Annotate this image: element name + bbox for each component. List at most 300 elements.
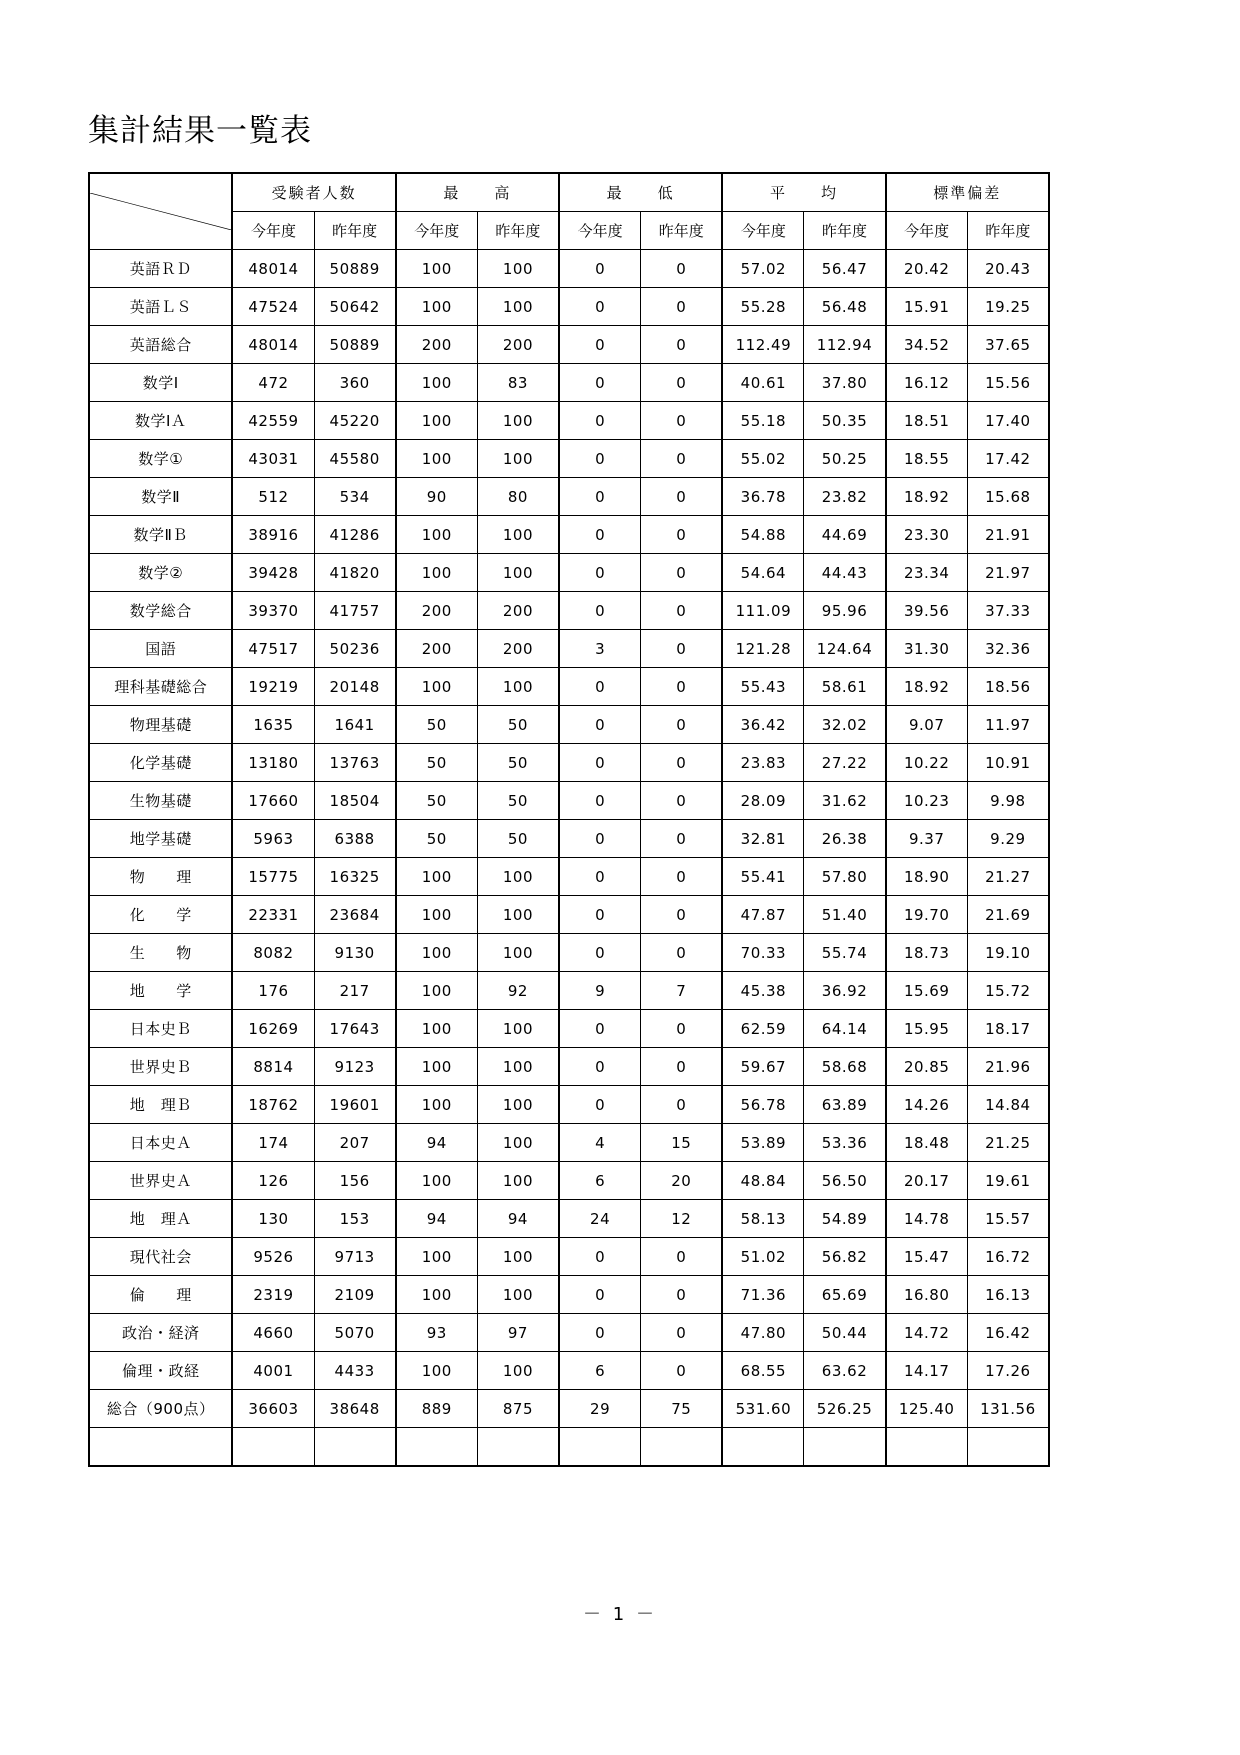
table-cell: 531.60 xyxy=(722,1390,804,1428)
table-cell: 36603 xyxy=(232,1390,314,1428)
table-cell: 9 xyxy=(559,972,641,1010)
row-label: 国語 xyxy=(89,630,232,668)
table-cell: 0 xyxy=(641,934,723,972)
row-label: 政治・経済 xyxy=(89,1314,232,1352)
table-cell: 94 xyxy=(396,1200,478,1238)
sub-header-examinees-this-year: 今年度 xyxy=(232,212,314,250)
row-label: 地 学 xyxy=(89,972,232,1010)
table-cell: 26.38 xyxy=(804,820,886,858)
table-cell: 48014 xyxy=(232,326,314,364)
table-cell: 21.69 xyxy=(967,896,1049,934)
table-row xyxy=(89,1124,1049,1162)
table-cell: 100 xyxy=(396,858,478,896)
table-cell: 18.51 xyxy=(886,402,968,440)
row-label: 現代社会 xyxy=(89,1238,232,1276)
row-label: 英語ＲＤ xyxy=(89,250,232,288)
table-cell: 4001 xyxy=(232,1352,314,1390)
table-cell: 217 xyxy=(314,972,396,1010)
table-row xyxy=(89,1162,1049,1200)
table-cell: 55.74 xyxy=(804,934,886,972)
table-cell: 4660 xyxy=(232,1314,314,1352)
table-cell: 111.09 xyxy=(722,592,804,630)
table-cell: 11.97 xyxy=(967,706,1049,744)
table-cell: 12 xyxy=(641,1200,723,1238)
group-header-stddev: 標準偏差 xyxy=(886,173,1049,212)
row-label: 総合（900点） xyxy=(89,1390,232,1428)
table-cell: 18.48 xyxy=(886,1124,968,1162)
table-cell: 0 xyxy=(641,744,723,782)
table-cell: 0 xyxy=(559,440,641,478)
table-cell: 54.89 xyxy=(804,1200,886,1238)
table-cell: 15.69 xyxy=(886,972,968,1010)
table-cell: 0 xyxy=(641,288,723,326)
table-cell: 100 xyxy=(477,440,559,478)
table-cell xyxy=(232,1428,314,1467)
table-row xyxy=(89,782,1049,820)
table-cell: 0 xyxy=(641,1086,723,1124)
table-cell: 56.48 xyxy=(804,288,886,326)
table-cell: 100 xyxy=(396,1162,478,1200)
table-body xyxy=(89,250,1049,1467)
table-cell: 58.68 xyxy=(804,1048,886,1086)
table-cell: 17.26 xyxy=(967,1352,1049,1390)
table-cell: 100 xyxy=(396,364,478,402)
group-header-average: 平 均 xyxy=(722,173,885,212)
table-cell: 9123 xyxy=(314,1048,396,1086)
table-cell: 21.91 xyxy=(967,516,1049,554)
table-cell: 13763 xyxy=(314,744,396,782)
table-group-header-row xyxy=(89,173,1049,212)
table-cell: 0 xyxy=(559,744,641,782)
table-cell: 32.81 xyxy=(722,820,804,858)
table-cell: 47524 xyxy=(232,288,314,326)
table-row xyxy=(89,326,1049,364)
table-cell xyxy=(641,1428,723,1467)
table-cell: 18762 xyxy=(232,1086,314,1124)
table-cell: 28.09 xyxy=(722,782,804,820)
table-cell: 100 xyxy=(477,668,559,706)
table-cell: 100 xyxy=(477,554,559,592)
sub-header-examinees-last-year: 昨年度 xyxy=(314,212,396,250)
table-cell: 16.42 xyxy=(967,1314,1049,1352)
table-cell: 37.33 xyxy=(967,592,1049,630)
table-cell: 121.28 xyxy=(722,630,804,668)
row-label: 倫理・政経 xyxy=(89,1352,232,1390)
row-label: 地 理Ｂ xyxy=(89,1086,232,1124)
table-cell: 41286 xyxy=(314,516,396,554)
table-cell: 0 xyxy=(641,402,723,440)
table-cell: 0 xyxy=(641,516,723,554)
table-cell: 14.26 xyxy=(886,1086,968,1124)
table-cell: 5963 xyxy=(232,820,314,858)
table-cell: 6 xyxy=(559,1162,641,1200)
table-cell: 100 xyxy=(477,1086,559,1124)
table-cell: 38916 xyxy=(232,516,314,554)
table-cell: 6388 xyxy=(314,820,396,858)
table-cell: 14.17 xyxy=(886,1352,968,1390)
table-cell: 31.30 xyxy=(886,630,968,668)
table-cell: 47517 xyxy=(232,630,314,668)
sub-header-min-last-year: 昨年度 xyxy=(641,212,723,250)
row-label: 物 理 xyxy=(89,858,232,896)
table-cell: 55.41 xyxy=(722,858,804,896)
table-cell: 0 xyxy=(641,1276,723,1314)
table-cell: 41820 xyxy=(314,554,396,592)
table-cell: 0 xyxy=(641,1352,723,1390)
table-cell: 20.43 xyxy=(967,250,1049,288)
table-cell: 100 xyxy=(396,972,478,1010)
table-cell: 31.62 xyxy=(804,782,886,820)
table-cell: 16.72 xyxy=(967,1238,1049,1276)
table-cell: 54.64 xyxy=(722,554,804,592)
table-cell: 0 xyxy=(559,554,641,592)
table-cell: 24 xyxy=(559,1200,641,1238)
table-cell: 534 xyxy=(314,478,396,516)
table-row xyxy=(89,1238,1049,1276)
table-cell: 130 xyxy=(232,1200,314,1238)
table-cell: 36.92 xyxy=(804,972,886,1010)
table-cell: 29 xyxy=(559,1390,641,1428)
table-cell: 27.22 xyxy=(804,744,886,782)
table-cell xyxy=(314,1428,396,1467)
row-label: 数学Ⅱ xyxy=(89,478,232,516)
table-cell: 58.61 xyxy=(804,668,886,706)
table-cell: 9.37 xyxy=(886,820,968,858)
table-cell: 0 xyxy=(559,858,641,896)
table-cell: 7 xyxy=(641,972,723,1010)
table-cell: 47.87 xyxy=(722,896,804,934)
table-cell: 100 xyxy=(477,1276,559,1314)
table-cell: 131.56 xyxy=(967,1390,1049,1428)
table-cell: 18.73 xyxy=(886,934,968,972)
table-cell: 200 xyxy=(477,592,559,630)
table-cell: 50 xyxy=(477,782,559,820)
table-cell: 0 xyxy=(559,782,641,820)
row-label: 数学Ⅰ xyxy=(89,364,232,402)
table-cell: 6 xyxy=(559,1352,641,1390)
row-label: 地学基礎 xyxy=(89,820,232,858)
table-cell: 0 xyxy=(641,1314,723,1352)
table-cell: 0 xyxy=(559,364,641,402)
table-row xyxy=(89,1200,1049,1238)
table-cell: 21.97 xyxy=(967,554,1049,592)
table-cell: 472 xyxy=(232,364,314,402)
row-label: 数学総合 xyxy=(89,592,232,630)
table-cell: 100 xyxy=(396,1276,478,1314)
table-cell: 32.02 xyxy=(804,706,886,744)
table-cell: 18.92 xyxy=(886,668,968,706)
table-cell: 100 xyxy=(477,402,559,440)
table-cell: 15.91 xyxy=(886,288,968,326)
table-row xyxy=(89,896,1049,934)
table-cell: 0 xyxy=(559,478,641,516)
table-cell: 45580 xyxy=(314,440,396,478)
table-cell: 64.14 xyxy=(804,1010,886,1048)
table-cell: 63.62 xyxy=(804,1352,886,1390)
table-cell: 42559 xyxy=(232,402,314,440)
table-cell: 0 xyxy=(559,326,641,364)
table-row xyxy=(89,1428,1049,1467)
table-cell: 100 xyxy=(396,554,478,592)
table-cell xyxy=(804,1428,886,1467)
table-cell: 50 xyxy=(396,782,478,820)
table-cell: 56.78 xyxy=(722,1086,804,1124)
table-cell: 0 xyxy=(641,1010,723,1048)
table-cell: 23.82 xyxy=(804,478,886,516)
table-cell: 50 xyxy=(396,744,478,782)
table-cell: 51.02 xyxy=(722,1238,804,1276)
table-cell xyxy=(477,1428,559,1467)
table-cell: 100 xyxy=(477,1010,559,1048)
table-cell: 48.84 xyxy=(722,1162,804,1200)
table-cell: 55.18 xyxy=(722,402,804,440)
row-label: 世界史Ａ xyxy=(89,1162,232,1200)
table-cell: 0 xyxy=(559,516,641,554)
table-cell: 80 xyxy=(477,478,559,516)
table-cell: 15 xyxy=(641,1124,723,1162)
table-cell: 21.96 xyxy=(967,1048,1049,1086)
table-cell: 200 xyxy=(477,630,559,668)
table-cell: 0 xyxy=(641,896,723,934)
row-label: 化 学 xyxy=(89,896,232,934)
table-cell: 176 xyxy=(232,972,314,1010)
table-cell: 200 xyxy=(396,326,478,364)
table-cell: 37.65 xyxy=(967,326,1049,364)
row-label: 英語ＬＳ xyxy=(89,288,232,326)
table-cell: 50 xyxy=(477,706,559,744)
table-cell: 15.56 xyxy=(967,364,1049,402)
group-header-examinees: 受験者人数 xyxy=(232,173,395,212)
table-cell: 38648 xyxy=(314,1390,396,1428)
table-cell: 93 xyxy=(396,1314,478,1352)
table-cell: 174 xyxy=(232,1124,314,1162)
table-cell: 0 xyxy=(641,1048,723,1086)
table-cell: 50 xyxy=(477,820,559,858)
table-row xyxy=(89,250,1049,288)
table-row xyxy=(89,820,1049,858)
table-cell: 100 xyxy=(396,516,478,554)
table-cell: 0 xyxy=(559,820,641,858)
table-cell: 92 xyxy=(477,972,559,1010)
table-header xyxy=(89,173,1049,250)
table-cell: 0 xyxy=(641,706,723,744)
table-cell: 18.90 xyxy=(886,858,968,896)
table-cell: 0 xyxy=(559,592,641,630)
table-cell: 100 xyxy=(396,1048,478,1086)
page-title: 集計結果一覧表 xyxy=(88,113,312,149)
corner-diagonal-cell xyxy=(89,173,232,250)
table-cell: 18504 xyxy=(314,782,396,820)
table-cell: 4 xyxy=(559,1124,641,1162)
table-cell: 54.88 xyxy=(722,516,804,554)
table-cell: 18.17 xyxy=(967,1010,1049,1048)
diagonal-line-icon xyxy=(90,193,231,230)
results-table xyxy=(88,172,1050,1467)
table-cell: 75 xyxy=(641,1390,723,1428)
table-cell: 56.47 xyxy=(804,250,886,288)
table-cell: 10.22 xyxy=(886,744,968,782)
table-row xyxy=(89,478,1049,516)
table-cell: 44.43 xyxy=(804,554,886,592)
sub-header-max-this-year: 今年度 xyxy=(396,212,478,250)
table-cell: 23684 xyxy=(314,896,396,934)
table-cell: 50236 xyxy=(314,630,396,668)
table-cell: 13180 xyxy=(232,744,314,782)
row-label: 地 理Ａ xyxy=(89,1200,232,1238)
table-cell: 48014 xyxy=(232,250,314,288)
table-cell xyxy=(559,1428,641,1467)
table-cell: 16325 xyxy=(314,858,396,896)
row-label: 倫 理 xyxy=(89,1276,232,1314)
table-cell: 1635 xyxy=(232,706,314,744)
table-cell: 100 xyxy=(396,1352,478,1390)
row-label: 生 物 xyxy=(89,934,232,972)
table-cell: 875 xyxy=(477,1390,559,1428)
table-cell: 50 xyxy=(396,706,478,744)
table-cell: 50.44 xyxy=(804,1314,886,1352)
table-cell: 0 xyxy=(641,668,723,706)
row-label: 世界史Ｂ xyxy=(89,1048,232,1086)
table-cell: 0 xyxy=(559,402,641,440)
table-cell: 18.92 xyxy=(886,478,968,516)
table-cell: 100 xyxy=(477,896,559,934)
table-cell: 100 xyxy=(396,668,478,706)
table-cell: 0 xyxy=(641,554,723,592)
table-cell: 15775 xyxy=(232,858,314,896)
table-cell: 0 xyxy=(641,440,723,478)
table-cell: 50889 xyxy=(314,326,396,364)
table-cell: 0 xyxy=(641,326,723,364)
table-cell xyxy=(722,1428,804,1467)
table-cell: 19.10 xyxy=(967,934,1049,972)
table-cell: 17.40 xyxy=(967,402,1049,440)
table-cell: 14.84 xyxy=(967,1086,1049,1124)
table-cell: 5070 xyxy=(314,1314,396,1352)
table-cell: 39428 xyxy=(232,554,314,592)
table-cell: 9713 xyxy=(314,1238,396,1276)
table-cell: 9130 xyxy=(314,934,396,972)
table-cell: 4433 xyxy=(314,1352,396,1390)
table-cell: 57.80 xyxy=(804,858,886,896)
group-header-min: 最 低 xyxy=(559,173,722,212)
table-cell: 112.94 xyxy=(804,326,886,364)
table-cell: 51.40 xyxy=(804,896,886,934)
table-cell: 100 xyxy=(396,250,478,288)
table-cell: 15.95 xyxy=(886,1010,968,1048)
row-label: 数学① xyxy=(89,440,232,478)
table-cell: 0 xyxy=(641,630,723,668)
row-label xyxy=(89,1428,232,1467)
table-row xyxy=(89,402,1049,440)
row-label: 理科基礎総合 xyxy=(89,668,232,706)
table-cell: 0 xyxy=(641,364,723,402)
table-cell: 18.56 xyxy=(967,668,1049,706)
table-cell: 100 xyxy=(477,288,559,326)
table-cell: 14.72 xyxy=(886,1314,968,1352)
table-cell: 360 xyxy=(314,364,396,402)
table-cell: 94 xyxy=(477,1200,559,1238)
table-cell: 16.80 xyxy=(886,1276,968,1314)
table-cell: 10.23 xyxy=(886,782,968,820)
table-cell: 63.89 xyxy=(804,1086,886,1124)
table-cell: 56.82 xyxy=(804,1238,886,1276)
table-cell: 19.25 xyxy=(967,288,1049,326)
table-cell: 9.98 xyxy=(967,782,1049,820)
table-cell: 0 xyxy=(559,1276,641,1314)
table-row xyxy=(89,744,1049,782)
row-label: 物理基礎 xyxy=(89,706,232,744)
table-cell: 2109 xyxy=(314,1276,396,1314)
sub-header-stddev-this-year: 今年度 xyxy=(886,212,968,250)
table-sub-header-row xyxy=(89,212,1049,250)
table-row xyxy=(89,1086,1049,1124)
table-cell: 20.85 xyxy=(886,1048,968,1086)
row-label: 数学ⅡＢ xyxy=(89,516,232,554)
table-cell: 0 xyxy=(559,1048,641,1086)
table-cell: 0 xyxy=(559,250,641,288)
table-cell: 19.70 xyxy=(886,896,968,934)
table-cell: 200 xyxy=(396,592,478,630)
table-cell: 59.67 xyxy=(722,1048,804,1086)
table-cell: 45.38 xyxy=(722,972,804,1010)
table-cell: 23.30 xyxy=(886,516,968,554)
table-cell: 20 xyxy=(641,1162,723,1200)
table-cell: 100 xyxy=(396,1238,478,1276)
table-cell: 156 xyxy=(314,1162,396,1200)
table-cell: 0 xyxy=(641,1238,723,1276)
table-cell: 95.96 xyxy=(804,592,886,630)
table-cell: 17.42 xyxy=(967,440,1049,478)
table-cell: 21.27 xyxy=(967,858,1049,896)
table-row xyxy=(89,1352,1049,1390)
table-cell: 207 xyxy=(314,1124,396,1162)
table-cell: 100 xyxy=(477,1238,559,1276)
table-cell: 3 xyxy=(559,630,641,668)
table-cell: 45220 xyxy=(314,402,396,440)
table-row xyxy=(89,440,1049,478)
table-cell: 100 xyxy=(477,1162,559,1200)
table-cell: 19601 xyxy=(314,1086,396,1124)
table-cell: 39.56 xyxy=(886,592,968,630)
table-cell: 15.68 xyxy=(967,478,1049,516)
table-row xyxy=(89,1314,1049,1352)
table-cell: 100 xyxy=(477,858,559,896)
table-cell: 0 xyxy=(559,288,641,326)
table-cell: 90 xyxy=(396,478,478,516)
row-label: 英語総合 xyxy=(89,326,232,364)
table-cell: 100 xyxy=(477,1124,559,1162)
table-cell: 17660 xyxy=(232,782,314,820)
table-cell: 16.12 xyxy=(886,364,968,402)
table-cell: 36.42 xyxy=(722,706,804,744)
table-cell: 100 xyxy=(477,516,559,554)
table-cell: 0 xyxy=(641,820,723,858)
table-cell: 100 xyxy=(396,1086,478,1124)
table-cell: 18.55 xyxy=(886,440,968,478)
table-cell: 9.07 xyxy=(886,706,968,744)
table-cell: 23.34 xyxy=(886,554,968,592)
table-cell: 41757 xyxy=(314,592,396,630)
table-cell: 100 xyxy=(396,1010,478,1048)
table-row xyxy=(89,934,1049,972)
table-cell: 15.72 xyxy=(967,972,1049,1010)
sub-header-average-this-year: 今年度 xyxy=(722,212,804,250)
table-cell: 112.49 xyxy=(722,326,804,364)
table-cell xyxy=(967,1428,1049,1467)
table-cell: 100 xyxy=(396,934,478,972)
table-row xyxy=(89,1276,1049,1314)
table-cell: 53.36 xyxy=(804,1124,886,1162)
